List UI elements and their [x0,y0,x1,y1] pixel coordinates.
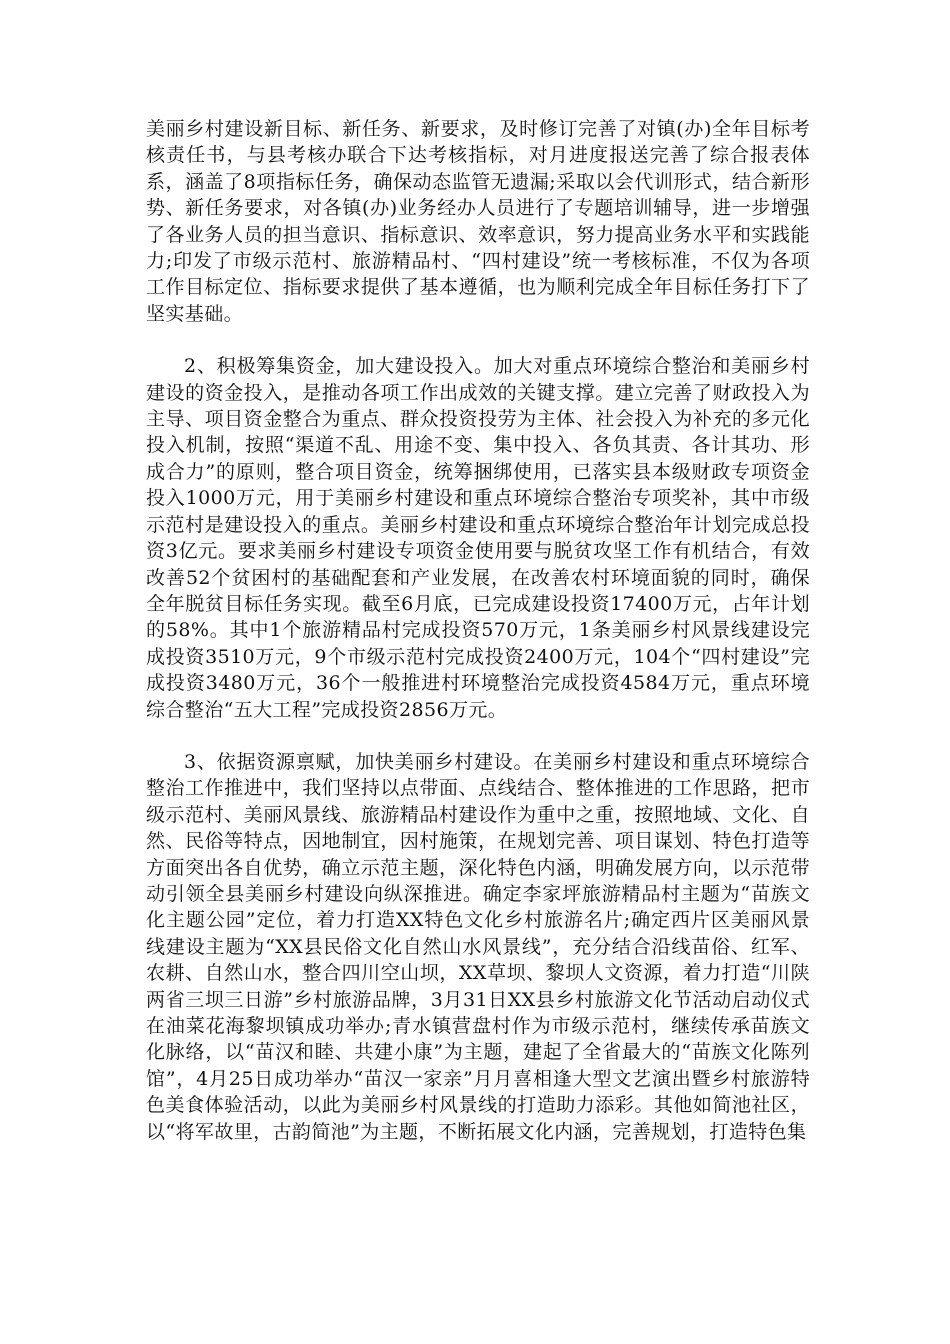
paragraph-continuation: 美丽乡村建设新目标、新任务、新要求，及时修订完善了对镇(办)全年目标考核责任书，与县考核办联合下达考核指标，对月进度报送完善了综合报表体系，涵盖了8项指标任务，确保动态监管无遗漏;采取以会代训形式，结合新形势、新任务要求，对各镇(办)业务经办人员进行了专题培训辅导，进一步增强了各业务人员的担当意识、指标意识、效率意识，努力提高业务水平和实践能力;印发了市级示范村、旅游精品村、“四村建设”统一考核标准，不仅为各项工作目标定位、指标要求提供了基本遵循，也为顺利完成全年目标任务打下了坚实基础。 [146,118,810,325]
paragraph-resources: 3、依据资源禀赋，加快美丽乡村建设。在美丽乡村建设和重点环境综合整治工作推进中，我们坚持以点带面、点线结合、整体推进的工作思路，把市级示范村、美丽风景线、旅游精品村建设作为重中之重，按照地域、文化、自然、民俗等特点，因地制宜，因村施策，在规划完善、项目谋划、特色打造等方面突出各自优势，确立示范主题，深化特色内涵，明确发展方向，以示范带动引领全县美丽乡村建设向纵深推进。确定李家坪旅游精品村主题为“苗族文化主题公园”定位，着力打造XX特色文化乡村旅游名片;确定西片区美丽风景线建设主题为“XX县民俗文化自然山水风景线”，充分结合沿线苗俗、红军、农耕、自然山水，整合四川空山坝，XX草坝、黎坝人文资源，着力打造“川陕两省三坝三日游”乡村旅游品牌，3月31日XX县乡村旅游文化节活动启动仪式在油菜花海黎坝镇成功举办;青水镇营盘村作为市级示范村，继续传承苗族文化脉络，以“苗汉和睦、共建小康”为主题，建起了全省最大的“苗族文化陈列馆”，4月25日成功举办“苗汉一家亲”月月喜相逢大型文艺演出暨乡村旅游特色美食体验活动，以此为美丽乡村风景线的打造助力添彩。其他如简池社区，以“将军故里，古韵简池”为主题，不断拓展文化内涵，完善规划，打造特色集 [146,750,810,1143]
document-body [146,116,810,1171]
paragraph-funding: 2、积极筹集资金，加大建设投入。加大对重点环境综合整治和美丽乡村建设的资金投入，是推动各项工作出成效的关键支撑。建立完善了财政投入为主导、项目资金整合为重点、群众投资投劳为主体、社会投入为补充的多元化投入机制，按照“渠道不乱、用途不变、集中投入、各负其责、各计其功、形成合力”的原则，整合项目资金，统筹捆绑使用，已落实县本级财政专项资金投入1000万元，用于美丽乡村建设和重点环境综合整治专项奖补，其中市级示范村是建设投入的重点。美丽乡村建设和重点环境综合整治年计划完成总投资3亿元。要求美丽乡村建设专项资金使用要与脱贫攻坚工作有机结合，有效改善52个贫困村的基础配套和产业发展，在改善农村环境面貌的同时，确保全年脱贫目标任务实现。截至6月底，已完成建设投资17400万元，占年计划的58%。其中1个旅游精品村完成投资570万元，1条美丽乡村风景线建设完成投资3510万元，9个市级示范村完成投资2400万元，104个“四村建设”完成投资3480万元，36个一般推进村环境整治完成投资4584万元，重点环境综合整治“五大工程”完成投资2856万元。 [146,355,810,721]
